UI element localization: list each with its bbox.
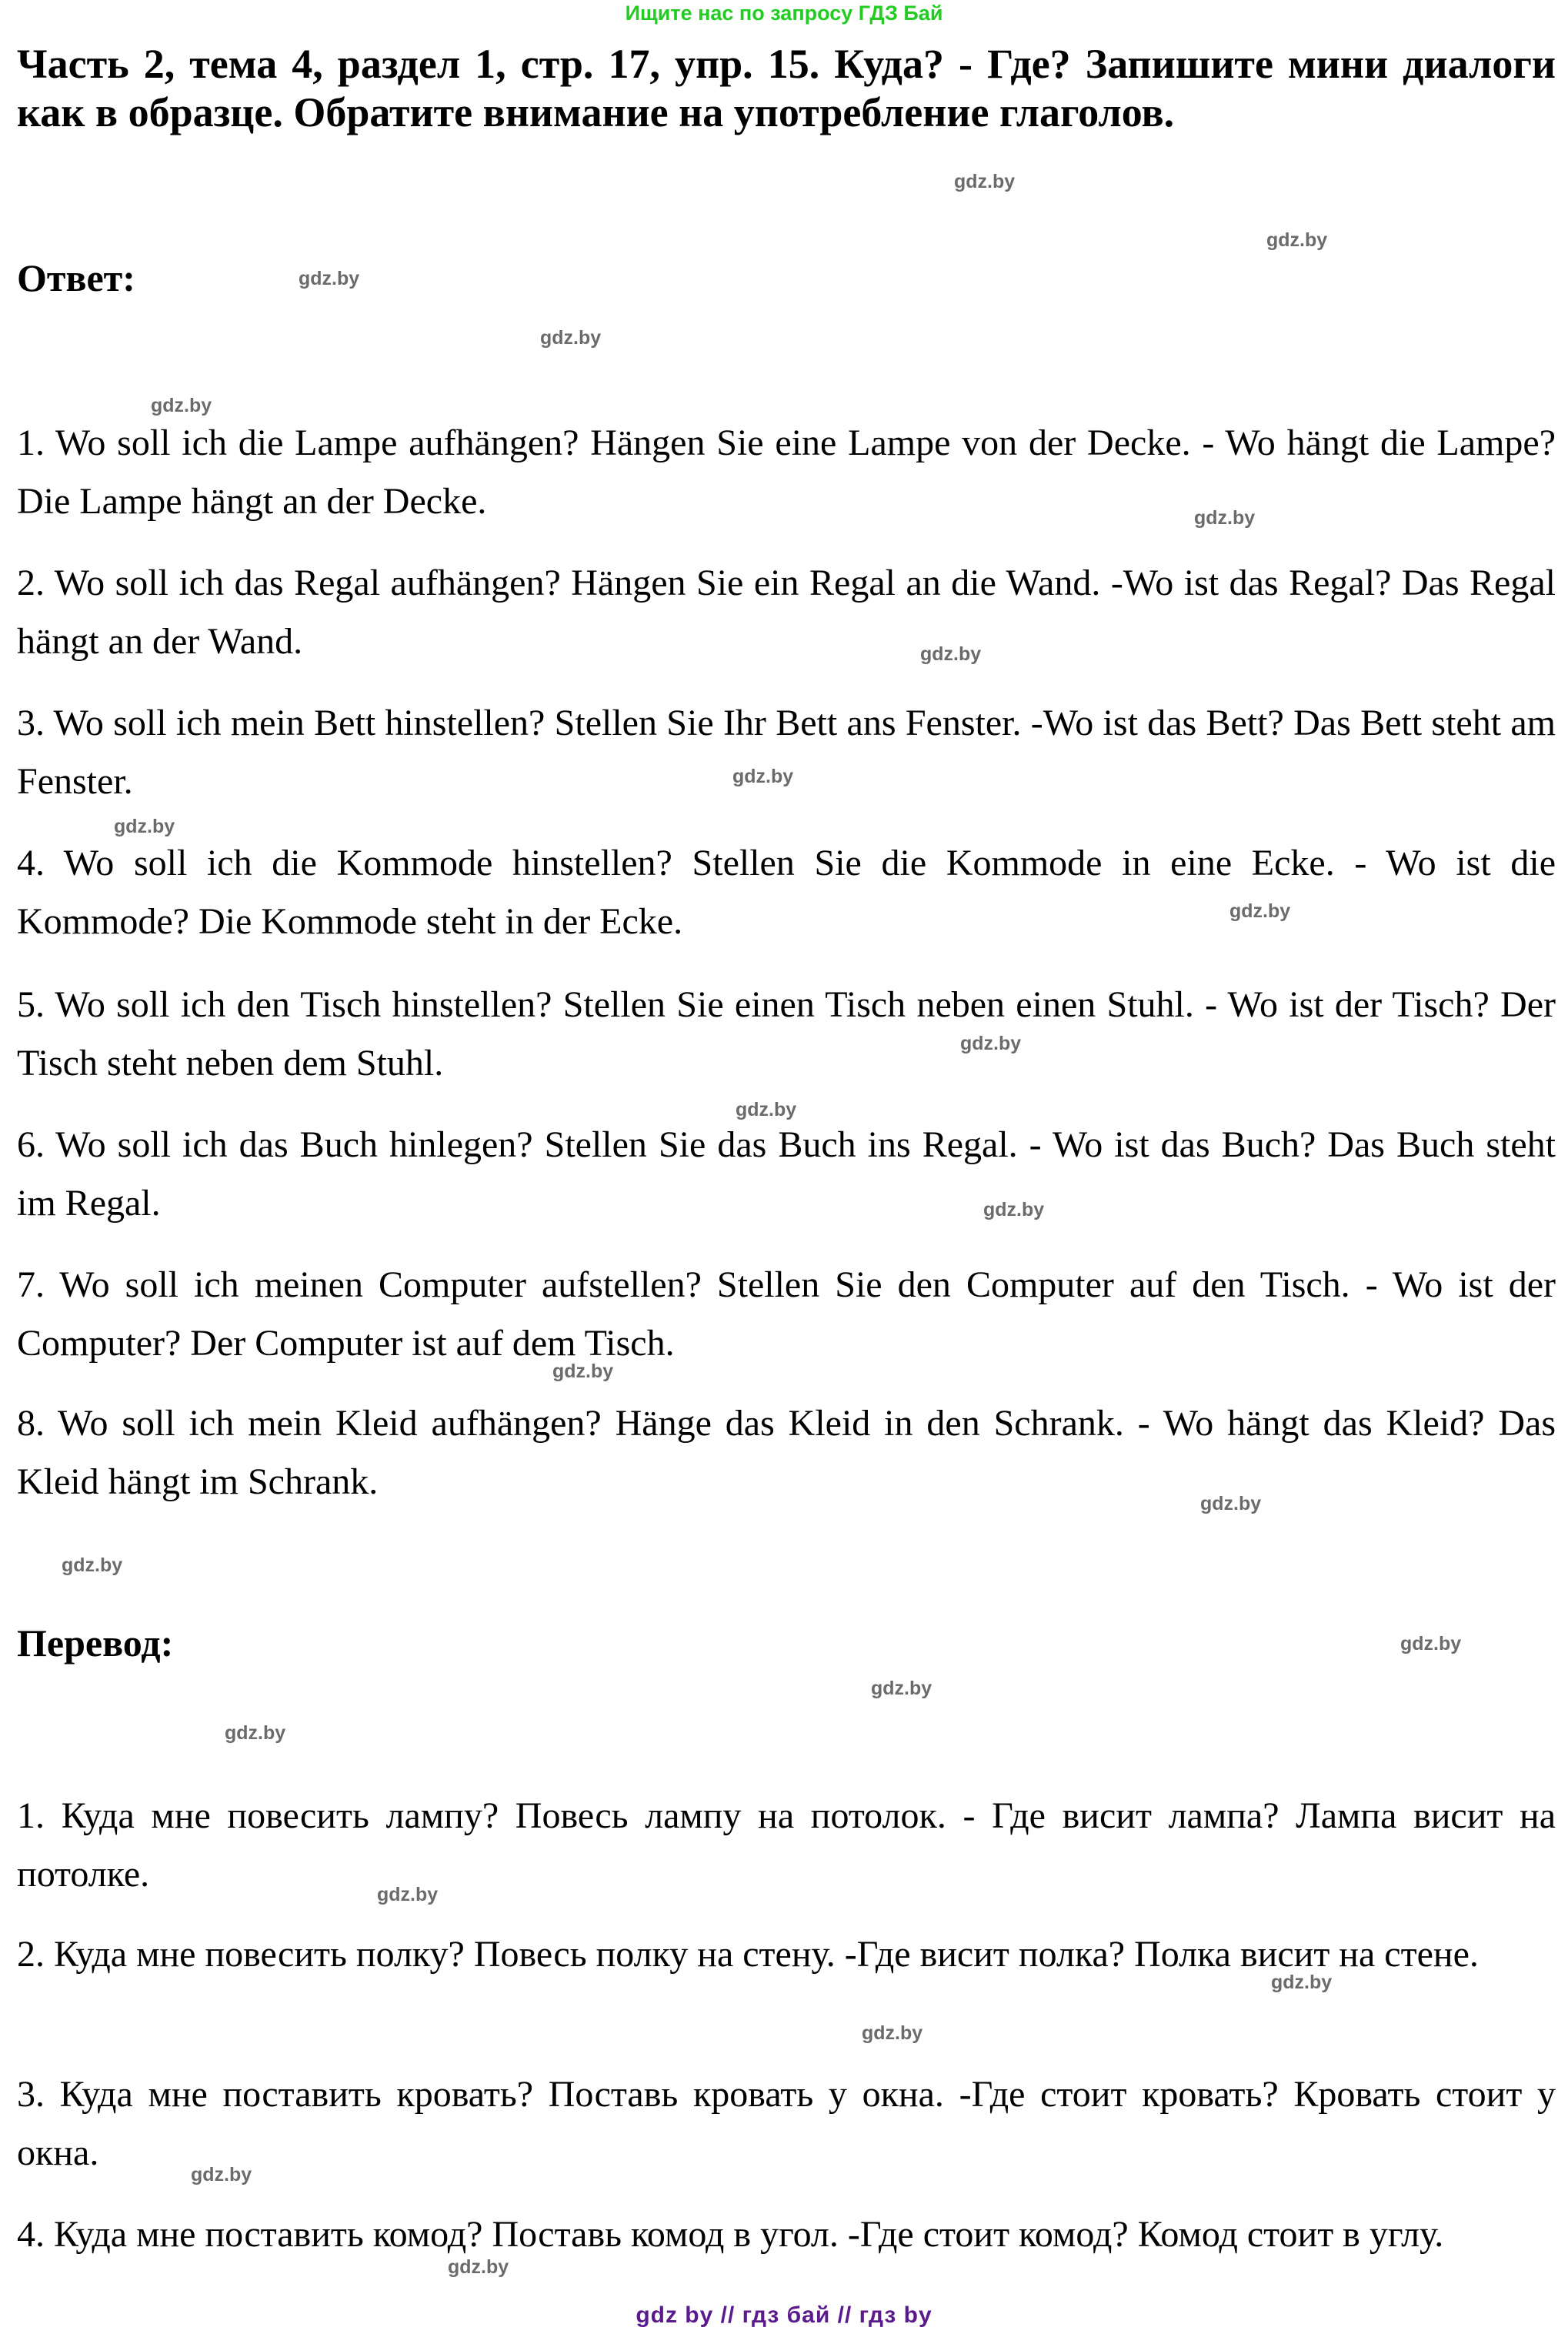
watermark: gdz.by [871,1678,932,1699]
watermark: gdz.by [151,395,212,416]
watermark: gdz.by [983,1199,1045,1220]
watermark: gdz.by [1194,507,1256,529]
watermark: gdz.by [225,1722,286,1744]
answer-item-6: 6. Wo soll ich das Buch hinlegen? Stellen Sie das Buch ins Regal. - Wo ist das Buch? Das Buch steht im Regal. [17,1124,1556,1224]
watermark: gdz.by [732,766,794,787]
watermark: gdz.by [1271,1972,1333,1993]
translation-item-3: 3. Куда мне поставить кровать? Поставь кровать у окна. -Где стоит кровать? Кровать стоит у окна. [17,2074,1556,2173]
page-footer: gdz by // гдз бай // гдз by [636,2302,932,2328]
watermark: gdz.by [191,2164,252,2185]
translation-section-label: Перевод: [17,1621,174,1665]
watermark: gdz.by [552,1361,614,1382]
answer-section-label: Ответ: [17,256,135,299]
answer-item-4: 4. Wo soll ich die Kommode hinstellen? Stellen Sie die Kommode in eine Ecke. - Wo ist die Kommode? Die Kommode steht in der Ecke. [17,843,1556,942]
answer-item-7: 7. Wo soll ich meinen Computer aufstellen? Stellen Sie den Computer auf den Tisch. - Wo ist der Computer? Der Computer ist auf dem Tisch. [17,1264,1556,1364]
translation-item-1: 1. Куда мне повесить лампу? Повесь лампу на потолок. - Где висит лампа? Лампа висит на потолке. [17,1795,1556,1895]
watermark: gdz.by [299,268,360,289]
answer-item-2: 2. Wo soll ich das Regal aufhängen? Hängen Sie ein Regal an die Wand. -Wo ist das Regal? Das Regal hängt an der Wand. [17,563,1556,662]
translation-item-4: 4. Куда мне поставить комод? Поставь комод в угол. -Где стоит комод? Комод стоит в углу. [17,2214,1444,2255]
answer-item-8: 8. Wo soll ich mein Kleid aufhängen? Hänge das Kleid in den Schrank. - Wo hängt das Kleid? Das Kleid hängt im Schrank. [17,1403,1556,1502]
translation-item-2: 2. Куда мне повесить полку? Повесь полку на стену. -Где висит полка? Полка висит на стене. [17,1934,1479,1975]
answer-item-5: 5. Wo soll ich den Tisch hinstellen? Stellen Sie einen Tisch neben einen Stuhl. - Wo ist der Tisch? Der Tisch steht neben dem Stuhl. [17,984,1556,1084]
watermark: gdz.by [1266,229,1328,251]
watermark: gdz.by [1200,1493,1262,1514]
watermark: gdz.by [736,1099,797,1120]
promo-banner: Ищите нас по запросу ГДЗ Бай [625,2,943,25]
page-title: Часть 2, тема 4, раздел 1, стр. 17, упр. 15. Куда? - Где? Запишите мини диалоги как в образце. Обратите внимание на употребление глаголов. [17,41,1556,135]
watermark: gdz.by [448,2256,509,2278]
watermark: gdz.by [62,1554,123,1576]
watermark: gdz.by [862,2022,923,2044]
answer-item-1: 1. Wo soll ich die Lampe aufhängen? Hängen Sie eine Lampe von der Decke. - Wo hängt die Lampe? Die Lampe hängt an der Decke. [17,422,1556,522]
watermark: gdz.by [954,171,1016,192]
watermark: gdz.by [114,816,175,837]
watermark: gdz.by [1400,1633,1462,1654]
watermark: gdz.by [377,1884,439,1905]
watermark: gdz.by [920,643,982,665]
watermark: gdz.by [540,327,602,349]
watermark: gdz.by [1229,900,1291,922]
watermark: gdz.by [960,1033,1022,1054]
answer-item-3: 3. Wo soll ich mein Bett hinstellen? Stellen Sie Ihr Bett ans Fenster. -Wo ist das Bett? Das Bett steht am Fenster. [17,703,1556,802]
